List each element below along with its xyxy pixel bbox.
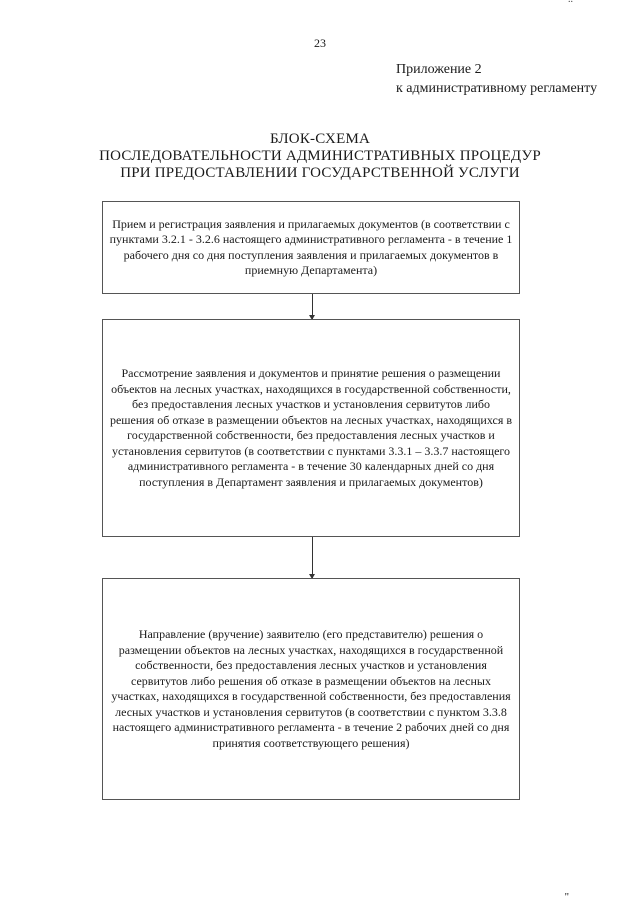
appendix-line-1: Приложение 2 bbox=[396, 62, 482, 77]
flowchart-step-3 bbox=[102, 578, 520, 800]
title-line-1: БЛОК-СХЕМА bbox=[269, 131, 371, 147]
flow-arrow-2 bbox=[312, 537, 313, 578]
flow-arrow-1 bbox=[312, 294, 313, 319]
corner-mark-bottom: " bbox=[564, 892, 570, 903]
appendix-note bbox=[396, 60, 597, 98]
flowchart-step-2-text: Рассмотрение заявления и документов и принятие решения о размещении объектов на лесных участках, находящихся в государственной собственности, без предоставления лесных участков и установления сервитутов либо решения об отказе в размещении объектов на лесных участках, находящихся в государственной собственности, без предоставления лесных участков и установления сервитутов (в соответствии с пунктами 3.3.1 – 3.3.7 настоящего административного регламента - в течение 30 календарных дней со дня поступления в Департамент заявления и прилагаемых документов) bbox=[109, 366, 513, 489]
flowchart-step-1 bbox=[102, 201, 520, 294]
flowchart-step-2 bbox=[102, 319, 520, 537]
title-line-2: ПОСЛЕДОВАТЕЛЬНОСТИ АДМИНИСТРАТИВНЫХ ПРОЦЕДУР bbox=[99, 148, 541, 164]
flowchart-step-1-text: Прием и регистрация заявления и прилагаемых документов (в соответствии с пунктами 3.2.1 - 3.2.6 настоящего административного регламента - в течение 1 рабочего дня со дня поступления заявления и прилагаемых документов в приемную Департамента) bbox=[109, 216, 513, 277]
flowchart-step-3-text: Направление (вручение) заявителю (его представителю) решения о размещении объектов на лесных участках, находящихся в государственной собственности, без предоставления лесных участков и установления сервитутов либо решения об отказе в размещении объектов на лесных участках, находящихся в государственной собственности, без предоставления лесных участков и установления сервитутов (в соответствии с пунктом 3.3.8 настоящего административного регламента - в течение 2 рабочих дней со дня принятия соответствующего решения) bbox=[111, 627, 511, 750]
corner-mark-top bbox=[568, 0, 573, 5]
appendix-line-2: к административному регламенту bbox=[396, 81, 598, 96]
document-title bbox=[60, 131, 580, 182]
title-line-3: ПРИ ПРЕДОСТАВЛЕНИИ ГОСУДАРСТВЕННОЙ УСЛУГИ bbox=[120, 165, 520, 181]
page-number: 23 bbox=[314, 36, 326, 50]
